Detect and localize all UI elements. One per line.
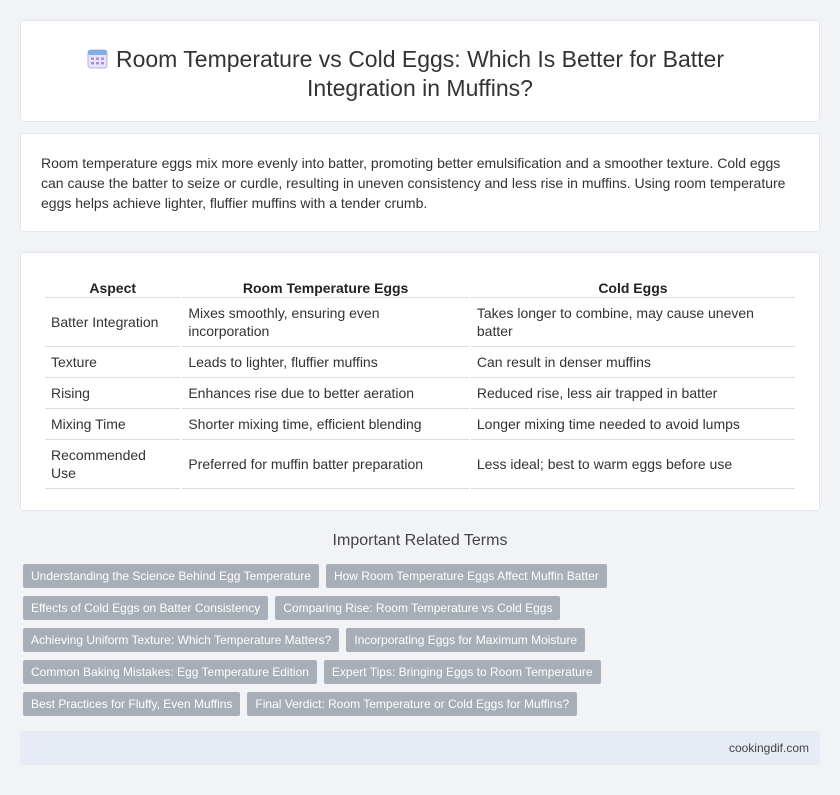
table-cell: Less ideal; best to warm eggs before use [471, 440, 795, 489]
table-cell: Batter Integration [45, 298, 180, 347]
table-cell: Longer mixing time needed to avoid lumps [471, 409, 795, 440]
related-term-link[interactable]: Expert Tips: Bringing Eggs to Room Temperature [324, 660, 601, 684]
header-aspect: Aspect [45, 273, 180, 298]
title-card [20, 20, 820, 122]
table-cell: Texture [45, 347, 180, 378]
table-cell: Leads to lighter, fluffier muffins [182, 347, 469, 378]
footer-site-link[interactable]: cookingdif.com [728, 741, 809, 755]
comparison-table [43, 273, 797, 489]
related-term-link[interactable]: Final Verdict: Room Temperature or Cold Eggs for Muffins? [247, 692, 577, 716]
table-cell: Mixes smoothly, ensuring even incorporation [182, 298, 469, 347]
table-row [45, 347, 795, 378]
intro-text: Room temperature eggs mix more evenly into batter, promoting better emulsification and a smoother texture. Cold eggs can cause the batter to seize or curdle, resulting in uneven consistency and less rise in muffins. Using room temperature eggs helps achieve lighter, fluffier muffins with a tender crumb. [41, 155, 786, 211]
table-cell: Enhances rise due to better aeration [182, 378, 469, 409]
table-cell: Can result in denser muffins [471, 347, 795, 378]
related-terms-heading: Important Related Terms [332, 532, 508, 549]
table-row [45, 378, 795, 409]
related-term-link[interactable]: Effects of Cold Eggs on Batter Consistency [23, 596, 268, 620]
related-term-link[interactable]: Incorporating Eggs for Maximum Moisture [346, 628, 585, 652]
related-term-link[interactable]: Understanding the Science Behind Egg Temperature [23, 564, 319, 588]
table-cell: Reduced rise, less air trapped in batter [471, 378, 795, 409]
comparison-table-card [20, 252, 820, 511]
related-term-link[interactable]: Best Practices for Fluffy, Even Muffins [23, 692, 240, 716]
intro-card [20, 133, 820, 232]
related-term-link[interactable]: Achieving Uniform Texture: Which Temperature Matters? [23, 628, 339, 652]
table-row [45, 298, 795, 347]
table-cell: Rising [45, 378, 180, 409]
table-header-row [45, 273, 795, 298]
table-cell: Preferred for muffin batter preparation [182, 440, 469, 489]
footer [20, 731, 820, 765]
table-cell: Takes longer to combine, may cause uneven batter [471, 298, 795, 347]
table-cell: Shorter mixing time, efficient blending [182, 409, 469, 440]
table-cell: Recommended Use [45, 440, 180, 489]
related-term-link[interactable]: How Room Temperature Eggs Affect Muffin Batter [326, 564, 607, 588]
related-term-link[interactable]: Common Baking Mistakes: Egg Temperature Edition [23, 660, 317, 684]
related-terms-list [23, 564, 813, 716]
table-row [45, 409, 795, 440]
related-term-link[interactable]: Comparing Rise: Room Temperature vs Cold Eggs [275, 596, 560, 620]
header-cold: Cold Eggs [471, 273, 795, 298]
header-room-temp: Room Temperature Eggs [182, 273, 469, 298]
table-row [45, 440, 795, 489]
page-title: Room Temperature vs Cold Eggs: Which Is Better for Batter Integration in Muffins? [115, 46, 725, 101]
table-cell: Mixing Time [45, 409, 180, 440]
